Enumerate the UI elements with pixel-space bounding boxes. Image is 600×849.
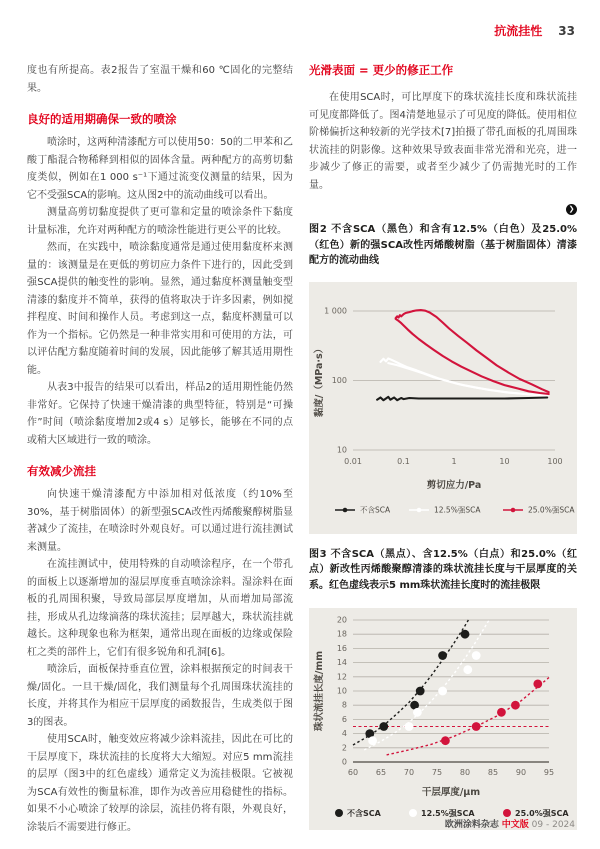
paragraph: 从表3中报告的结果可以看出，样品2的适用期性能仍然非常好。它保持了快速干燥清漆的典型特征，特别是“可操作”时间（喷涂黏度增加2或4 s）足够长，能够在不同的点或稍大区域进行一致的喷涂。 [27, 382, 293, 446]
svg-text:70: 70 [403, 768, 415, 777]
svg-text:0.1: 0.1 [397, 456, 410, 466]
paragraph: 测量高剪切黏度提供了更可靠和定量的喷涂条件下黏度计量标准，允许对两种配方的喷涂性能进行更公平的比较。 [27, 207, 293, 236]
svg-text:90: 90 [515, 768, 527, 777]
fig3-sag-length-svg [309, 608, 577, 830]
fig2-caption: 图2 不含SCA（黑色）和含有12.5%（白色）及25.0%（红色）新的强SCA改性丙烯酸树脂（基于树脂固体）清漆配方的流动曲线 [309, 224, 577, 266]
svg-text:60: 60 [347, 768, 359, 777]
page-header [494, 20, 575, 39]
svg-text:0.01: 0.01 [344, 456, 362, 466]
article-continues-row [309, 196, 577, 213]
svg-text:黏度/（MPa·s）: 黏度/（MPa·s） [314, 343, 325, 417]
fig2-flow-curves-chart [309, 282, 577, 534]
svg-text:16: 16 [336, 643, 347, 653]
svg-text:25.0%强SCA: 25.0%强SCA [528, 505, 575, 514]
svg-text:75: 75 [431, 768, 443, 777]
svg-text:85: 85 [487, 768, 499, 777]
svg-text:不含SCA: 不含SCA [347, 809, 381, 818]
left-column [27, 62, 293, 836]
svg-text:14: 14 [336, 658, 347, 668]
journal-name: 欧洲涂料杂志 [444, 820, 499, 830]
svg-text:100: 100 [331, 375, 347, 385]
page-footer [445, 817, 575, 830]
svg-text:65: 65 [375, 768, 387, 777]
svg-text:8: 8 [341, 700, 347, 710]
section-title: 抗流挂性 [494, 24, 543, 38]
svg-text:20: 20 [336, 615, 347, 625]
next-page-arrow-icon[interactable]: ❯ [566, 204, 577, 215]
svg-text:1: 1 [451, 456, 457, 466]
svg-text:18: 18 [336, 629, 347, 639]
fig3-sag-length-chart [309, 608, 577, 830]
svg-text:100: 100 [547, 456, 563, 466]
heading-sag-reduction: 有效减少流挂 [27, 464, 96, 478]
svg-text:剪切应力/Pa: 剪切应力/Pa [426, 479, 482, 491]
heading-pot-life: 良好的适用期确保一致的喷涂 [27, 112, 177, 126]
paragraph: 喷涂时，这两种清漆配方可以使用50：50的二甲苯和乙酸丁酯混合物稀释到相似的固体含量。两种配方的高剪切黏度类似，例如在1 000 s⁻¹下通过流变仪测量的结果，因为它不受强SCA的影响。这从图2中的流动曲线可以看出。 [27, 137, 293, 201]
paragraph: 向快速干燥清漆配方中添加相对低浓度（约10%至30%，基于树脂固体）的新型强SCA改性丙烯酸聚醇树脂显著减少了流挂，在喷涂时外观良好。可以通过进行流挂测试来测量。 [27, 489, 293, 553]
heading-smooth-surface: 光滑表面 = 更少的修正工作 [309, 63, 454, 77]
paragraph: 使用SCA时，触变效应将减少涂料流挂，因此在可比的干层厚度下，珠状流挂的长度将大大缩短。对应5 mm流挂的层厚（图3中的红色虚线）通常定义为流挂极限。它被视为SCA有效性的衡量标准，即作为改善应用稳健性的指标。如果不小心喷涂了较厚的涂层，流挂仍将有限，外观良好，涂装后不需要进行修正。 [27, 734, 293, 833]
fig3-caption: 图3 不含SCA（黑点）、含12.5%（白点）和25.0%（红点）新改性丙烯酸聚醇清漆的珠状流挂长度与干层厚度的关系。红色虚线表示5 mm珠状流挂长度时的流挂极限 [309, 548, 577, 591]
svg-text:25.0%强SCA: 25.0%强SCA [515, 809, 569, 818]
svg-text:80: 80 [459, 768, 471, 777]
svg-text:0: 0 [341, 757, 347, 767]
paragraph: 然而，在实践中，喷涂黏度通常是通过使用黏度杯来测量的：该测量是在更低的剪切应力条件下进行的，因此受到强SCA提供的触变性的影响。显然，通过黏度杯测量触变型清漆的黏度并不简单，获得的值将取决于许多因素，例如搅拌程度、时间和操作人员。考虑到这一点，黏度杯测量可以作为一个指标。它仍然是一种非常实用和可使用的方法，可以评估配方黏度随着时间的发展，因此能够了解其适用期性能。 [27, 242, 293, 376]
svg-text:6: 6 [341, 714, 347, 724]
svg-text:干层厚度/μm: 干层厚度/μm [421, 787, 481, 798]
fig2-flow-curves-svg [309, 282, 577, 534]
svg-text:不含SCA: 不含SCA [360, 505, 391, 514]
svg-text:1 000: 1 000 [324, 306, 347, 315]
paragraph: 在流挂测试中，使用特殊的自动喷涂程序，在一个带孔的面板上以逐渐增加的湿层厚度垂直喷涂涂料。湿涂料在面板的孔周围积聚，导致局部层厚度增加，从而增加局部流挂，形成从孔边缘滴落的珠状流挂；层厚越大，珠状流挂就越长。这种现象也称为框架，通常出现在面板的边缘或保险杠之类的部件上，它们有很多锐角和孔洞[6]。 [27, 559, 293, 658]
right-column [309, 62, 577, 830]
journal-edition: 中文版 [501, 820, 529, 830]
svg-text:10: 10 [499, 456, 510, 466]
svg-text:12.5%强SCA: 12.5%强SCA [421, 809, 475, 818]
svg-text:12: 12 [336, 672, 347, 682]
journal-issue: 09 - 2024 [531, 820, 575, 830]
paragraph-continued: 度也有所提高。表2报告了室温干燥和60 ℃固化的完整结果。 [27, 65, 293, 94]
svg-text:4: 4 [341, 729, 347, 739]
svg-text:珠状流挂长度/mm: 珠状流挂长度/mm [314, 650, 325, 732]
svg-text:10: 10 [336, 686, 347, 696]
paragraph: 喷涂后，面板保持垂直位置，涂料根据预定的时间表干燥/固化。一旦干燥/固化，我们测量每个孔周围珠状流挂的长度，并将其作为相应干层厚度的函数报告，生成类似于图3的图表。 [27, 664, 293, 728]
svg-text:10: 10 [336, 445, 347, 454]
svg-text:2: 2 [341, 743, 347, 753]
paragraph: 在使用SCA时，可比厚度下的珠状流挂长度和珠状流挂可见度都降低了。图4清楚地显示了可见度的降低。使用相位阶梯偏折这种较新的光学技术[7]拍摄了带孔面板的孔周围珠状流挂的阴影像。这种效果导致表面非常光滑和光亮，进一步减少了修正的需要，或者至少减少了仍需抛光时的工作量。 [309, 92, 577, 191]
svg-text:12.5%强SCA: 12.5%强SCA [434, 505, 481, 514]
svg-text:95: 95 [543, 768, 555, 777]
page-number: 33 [558, 24, 575, 38]
